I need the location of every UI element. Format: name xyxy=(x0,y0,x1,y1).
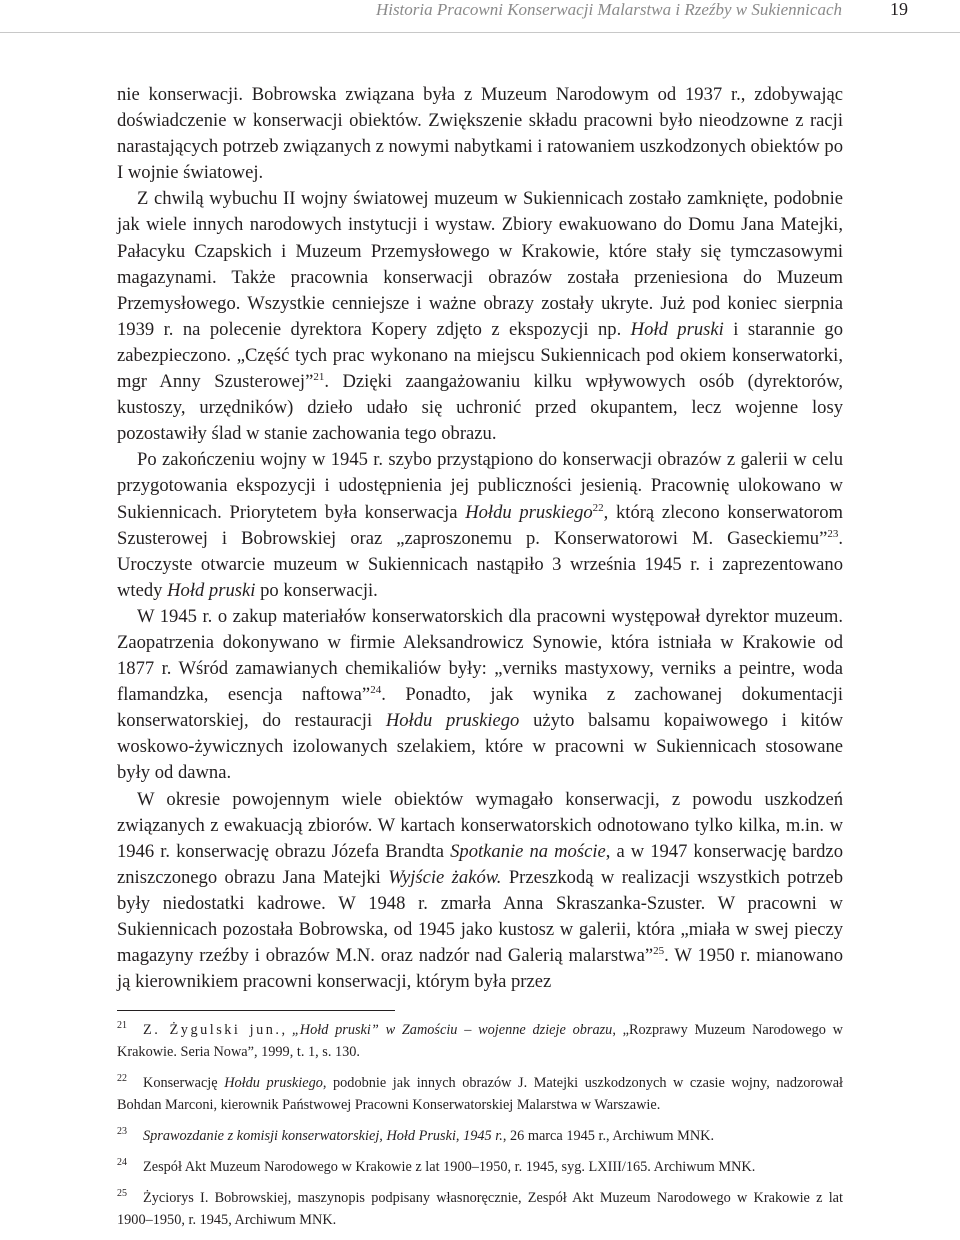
footnote-ref: 21 xyxy=(313,371,325,384)
footnote-text: Konserwację xyxy=(143,1075,225,1091)
text-run: nie konserwacji. Bobrowska związana była z Muzeum Narodowym od 1937 r., zdobywając doświadczenie w konserwacji obiektów. Zwiększenie składu pracowni było nieodzowne z racji narastających potrzeb związanych z nowymi nabytkami i ratowaniem uszkodzonych obiektów po I wojnie światowej. xyxy=(117,84,843,184)
footnote-text: , podobnie jak innych obrazów J. Matejki uszkodzonych w czasie wojny, nadzorował Bohdan Marconi, kierownik Państwowej Pracowni Konserwatorskiej Malarstwa w Warszawie. xyxy=(117,1075,844,1113)
footnote-25 xyxy=(117,1187,843,1231)
footnote-23 xyxy=(117,1125,843,1147)
text-run: . Dzięki zaangażowaniu kilku wpływowych osób (dyrektorów, kustoszy, urzędników) dzieło udało się uchronić przed okupantem, lecz wojenne losy pozostawiły ślad w stanie zachowania tego obrazu. xyxy=(117,371,843,445)
paragraph-3 xyxy=(117,447,843,604)
footnote-number: 22 xyxy=(117,1073,127,1084)
text-run: Z chwilą wybuchu II wojny światowej muzeum w Sukiennicach zostało zamknięte, podobnie jak wiele innych narodowych instytucji i wystaw. Zbiory ewakuowano do Domu Jana Matejki, Pałacyku Czapskich i Muzeum Przemysłowego w Krakowie, które stały się tymczasowymi magazynami. Także pracownia konserwacji obrazów została przeniesiona do Muzeum Przemysłowego. Wszystkie cenniejsze i ważne obrazy zostały ukryte. Już pod koniec sierpnia 1939 r. na polecenie dyrektora Kopery zdjęto z ekspozycji np. xyxy=(117,188,843,340)
text-run: . Uroczyste otwarcie muzeum w Sukiennicach nastąpiło 3 września 1945 r. i zaprezentowano wtedy xyxy=(117,527,843,601)
main-text xyxy=(117,82,843,995)
footnote-number: 23 xyxy=(117,1126,127,1137)
footnotes xyxy=(117,1019,843,1240)
text-run: W okresie powojennym wiele obiektów wymagało konserwacji, z powodu uszkodzeń związanych z ewakuacją zbiorów. W kartach konserwatorskich odnotowano tylko kilka, m.in. w 1946 r. konserwację obrazu Józefa Brandta xyxy=(117,788,843,862)
italic-title: Hołd pruski xyxy=(630,318,724,340)
footnote-number: 24 xyxy=(117,1157,127,1168)
footnote-rule xyxy=(117,1010,395,1011)
text-run: i starannie go zabezpieczono. „Część tych prac wykonano na miejscu Sukiennicach pod okiem konserwatorki, mgr Anny Szusterowej” xyxy=(117,318,843,393)
footnote-text: , 26 marca 1945 r., Archiwum MNK. xyxy=(502,1128,715,1144)
footnote-text: Zespół Akt Muzeum Narodowego w Krakowie z lat 1900–1950, r. 1945, syg. LXIII/165. Archiwum MNK. xyxy=(143,1159,756,1175)
italic-title: Hołdu pruskiego xyxy=(385,710,520,732)
footnote-ref: 24 xyxy=(370,684,382,697)
text-run: , a w 1947 konserwację bardzo zniszczonego obrazu Jana Matejki xyxy=(117,840,843,888)
italic-title: Hołd pruski xyxy=(167,579,256,601)
running-title: Historia Pracowni Konserwacji Malarstwa i Rzeźby w Sukiennicach xyxy=(375,0,842,19)
text-run: Przeszkodą w realizacji wszystkich potrzeb były niedostatki kadrowe. W 1948 r. zmarła Anna Skraszanka-Szuster. W pracowni w Sukiennicach pozostała Bobrowska, od 1945 jako kustosz w galerii, która „miała w swej pieczy magazyny rzeźby i obrazów M.N. oraz nadzór nad Galerią malarstwa” xyxy=(117,866,844,967)
paragraph-4 xyxy=(117,604,843,787)
footnote-separator: , xyxy=(281,1022,292,1038)
paragraph-1 xyxy=(117,82,843,186)
footnote-title: Sprawozdanie z komisji konserwatorskiej, Hołd Pruski, 1945 r. xyxy=(143,1128,503,1144)
text-run: . Ponadto, jak wynika z zachowanej dokumentacji konserwatorskiej, do restauracji xyxy=(117,684,843,732)
footnote-author: Z. Żygulski jun. xyxy=(143,1022,282,1038)
footnote-title: „Hołd pruski” w Zamościu – wojenne dzieje obrazu xyxy=(291,1022,613,1038)
italic-title: Hołdu pruskiego xyxy=(465,501,593,523)
footnote-21 xyxy=(117,1019,843,1063)
page-number: 19 xyxy=(890,0,908,19)
footnote-title: Hołdu pruskiego xyxy=(224,1075,323,1091)
footnote-number: 21 xyxy=(117,1020,127,1031)
footnote-22 xyxy=(117,1072,843,1116)
italic-title: Wyjście żaków. xyxy=(388,866,502,888)
paragraph-5 xyxy=(117,787,843,996)
italic-title: Spotkanie na moście xyxy=(450,840,606,862)
footnote-ref: 25 xyxy=(653,945,665,958)
footnote-text: Życiorys I. Bobrowskiej, maszynopis podpisany własnoręcznie, Zespół Akt Muzeum Narodowego w Krakowie z lat 1900–1950, r. 1945, Archiwum MNK. xyxy=(117,1190,843,1228)
footnote-text: , „Rozprawy Muzeum Narodowego w Krakowie. Seria Nowa”, 1999, t. 1, s. 130. xyxy=(117,1022,843,1060)
footnote-number: 25 xyxy=(117,1188,127,1199)
text-run: użyto balsamu kopaiwowego i kitów woskowo-żywicznych izolowanych szelakiem, które w pracowni w Sukiennicach stosowane były od dawna. xyxy=(117,710,844,784)
footnote-ref: 22 xyxy=(592,501,604,514)
running-header xyxy=(0,0,960,34)
footnote-ref: 23 xyxy=(827,527,839,540)
paragraph-2 xyxy=(117,186,843,447)
text-run: , którą zlecono konserwatorom Szusterowej i Bobrowskiej oraz „zaproszonemu p. Konserwatorowi M. Gaseckiemu” xyxy=(117,501,843,549)
text-run: Po zakończeniu wojny w 1945 r. szybo przystąpiono do konserwacji obrazów z galerii w celu przygotowania ekspozycji i udostępnienia jej publiczności jesienią. Pracownię ulokowano w Sukiennicach. Priorytetem była konserwacja xyxy=(117,449,843,523)
text-run: . W 1950 r. mianowano ją kierownikiem pracowni konserwacji, którym była przez xyxy=(117,945,843,993)
header-rule xyxy=(0,32,960,33)
footnote-24 xyxy=(117,1156,843,1178)
text-run: W 1945 r. o zakup materiałów konserwatorskich dla pracowni występował dyrektor muzeum. Zaopatrzenia dokonywano w firmie Aleksandrowicz Synowie, która istniała w Krakowie od 1877 r. Wśród zamawianych chemikaliów były: „verniks mastyxowy, verniks a peintre, woda flamandzka, esencja naftowa” xyxy=(117,605,843,706)
text-run: po konserwacji. xyxy=(255,579,378,601)
